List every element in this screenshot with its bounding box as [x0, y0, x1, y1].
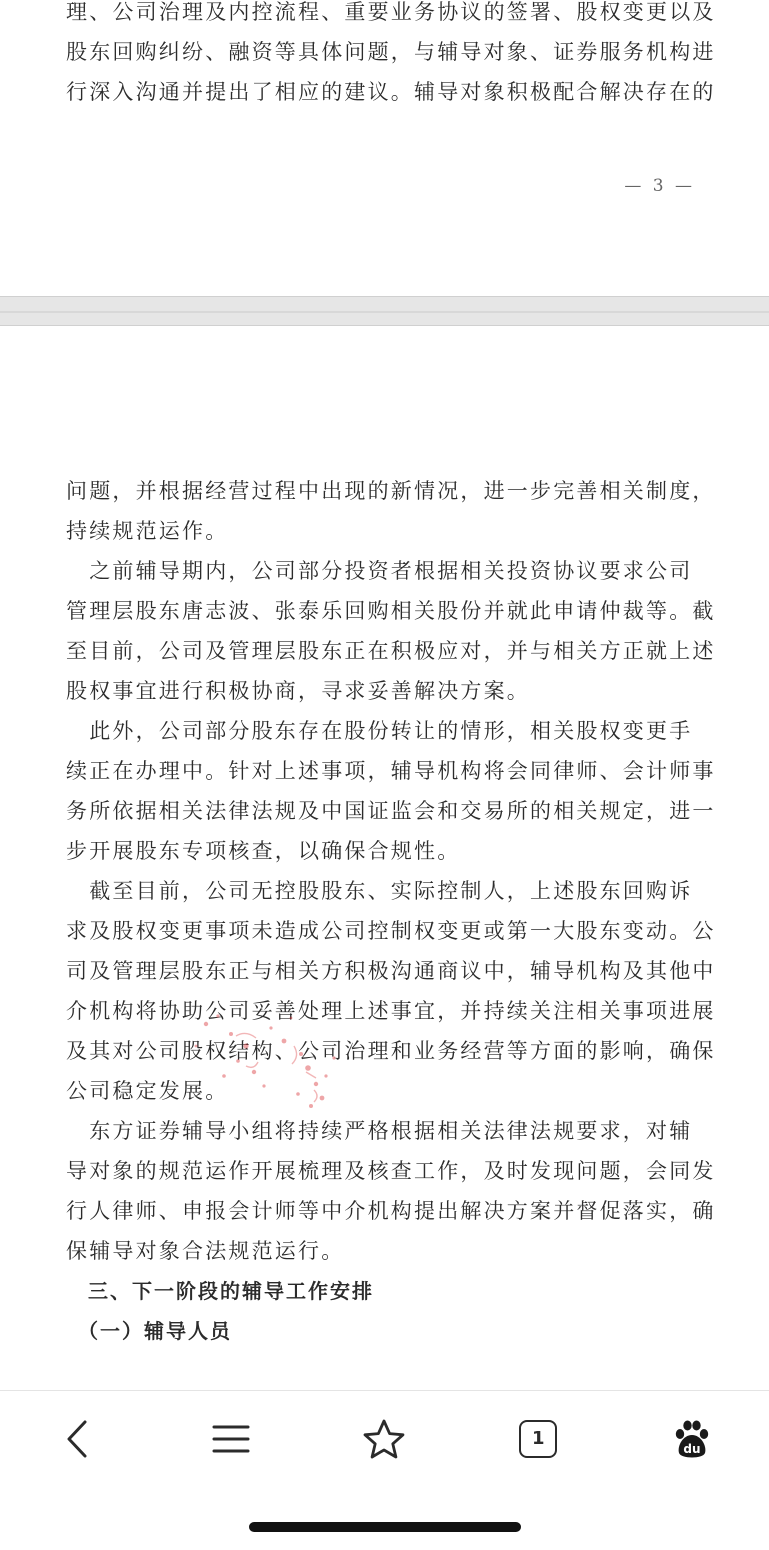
menu-button[interactable] [154, 1391, 308, 1486]
bookmark-button[interactable] [308, 1391, 462, 1486]
text-line: 之前辅导期内，公司部分投资者根据相关投资协议要求公司 [66, 559, 693, 583]
app-home-button[interactable] [615, 1391, 769, 1486]
text-line: 股权事宜进行积极协商，寻求妥善解决方案。 [66, 679, 530, 703]
back-button[interactable] [0, 1391, 154, 1486]
paw-icon [671, 1418, 713, 1460]
browser-toolbar [0, 1390, 769, 1486]
text-line: 东方证券辅导小组将持续严格根据相关法律法规要求，对辅 [66, 1119, 693, 1143]
text-line: 介机构将协助公司妥善处理上述事宜，并持续关注相关事项进展 [66, 999, 716, 1023]
section-heading: 三、下一阶段的辅导工作安排 [66, 1279, 374, 1303]
text-line: 务所依据相关法律法规及中国证监会和交易所的相关规定，进一 [66, 799, 716, 823]
page-separator [0, 296, 769, 326]
text-line: 至目前，公司及管理层股东正在积极应对，并与相关方正就上述 [66, 639, 716, 663]
text-line: 截至目前，公司无控股股东、实际控制人，上述股东回购诉 [66, 879, 693, 903]
text-line: 司及管理层股东正与相关方积极沟通商议中，辅导机构及其他中 [66, 959, 716, 983]
text-line: 行人律师、申报会计师等中介机构提出解决方案并督促落实，确 [66, 1199, 716, 1223]
page-4-text [66, 471, 716, 1351]
document-page-4 [0, 326, 769, 1390]
page-number: — 3 — [624, 176, 695, 196]
svg-text:du: du [683, 1441, 701, 1456]
text-line: 公司稳定发展。 [66, 1079, 229, 1103]
chevron-left-icon [63, 1418, 91, 1460]
text-line: 导对象的规范运作开展梳理及核查工作，及时发现问题，会同发 [66, 1159, 716, 1183]
document-page-3 [0, 0, 769, 296]
red-seal-stamp [176, 1006, 356, 1116]
text-line: 问题，并根据经营过程中出现的新情况，进一步完善相关制度， [66, 479, 716, 503]
tabs-button[interactable] [461, 1391, 615, 1486]
text-line: 管理层股东唐志波、张泰乐回购相关股份并就此申请仲裁等。截 [66, 599, 716, 623]
home-indicator[interactable] [249, 1522, 521, 1532]
page-3-text [66, 0, 716, 112]
star-icon [362, 1418, 406, 1460]
text-line: 保辅导对象合法规范运行。 [66, 1239, 345, 1263]
text-line: 步开展股东专项核查，以确保合规性。 [66, 839, 461, 863]
text-line: 求及股权变更事项未造成公司控制权变更或第一大股东变动。公 [66, 919, 716, 943]
hamburger-menu-icon [212, 1423, 250, 1455]
tabs-count-badge: 1 [519, 1420, 557, 1458]
subsection-heading: （一）辅导人员 [66, 1319, 232, 1343]
text-line: 续正在办理中。针对上述事项，辅导机构将会同律师、会计师事 [66, 759, 716, 783]
text-line: 及其对公司股权结构、公司治理和业务经营等方面的影响，确保 [66, 1039, 716, 1063]
text-line: 行深入沟通并提出了相应的建议。辅导对象积极配合解决存在的 [66, 80, 716, 104]
text-line: 股东回购纠纷、融资等具体问题，与辅导对象、证券服务机构进 [66, 40, 716, 64]
text-line: 此外，公司部分股东存在股份转让的情形，相关股权变更手 [66, 719, 693, 743]
text-line: 持续规范运作。 [66, 519, 229, 543]
text-line: 理、公司治理及内控流程、重要业务协议的签署、股权变更以及 [66, 0, 716, 24]
